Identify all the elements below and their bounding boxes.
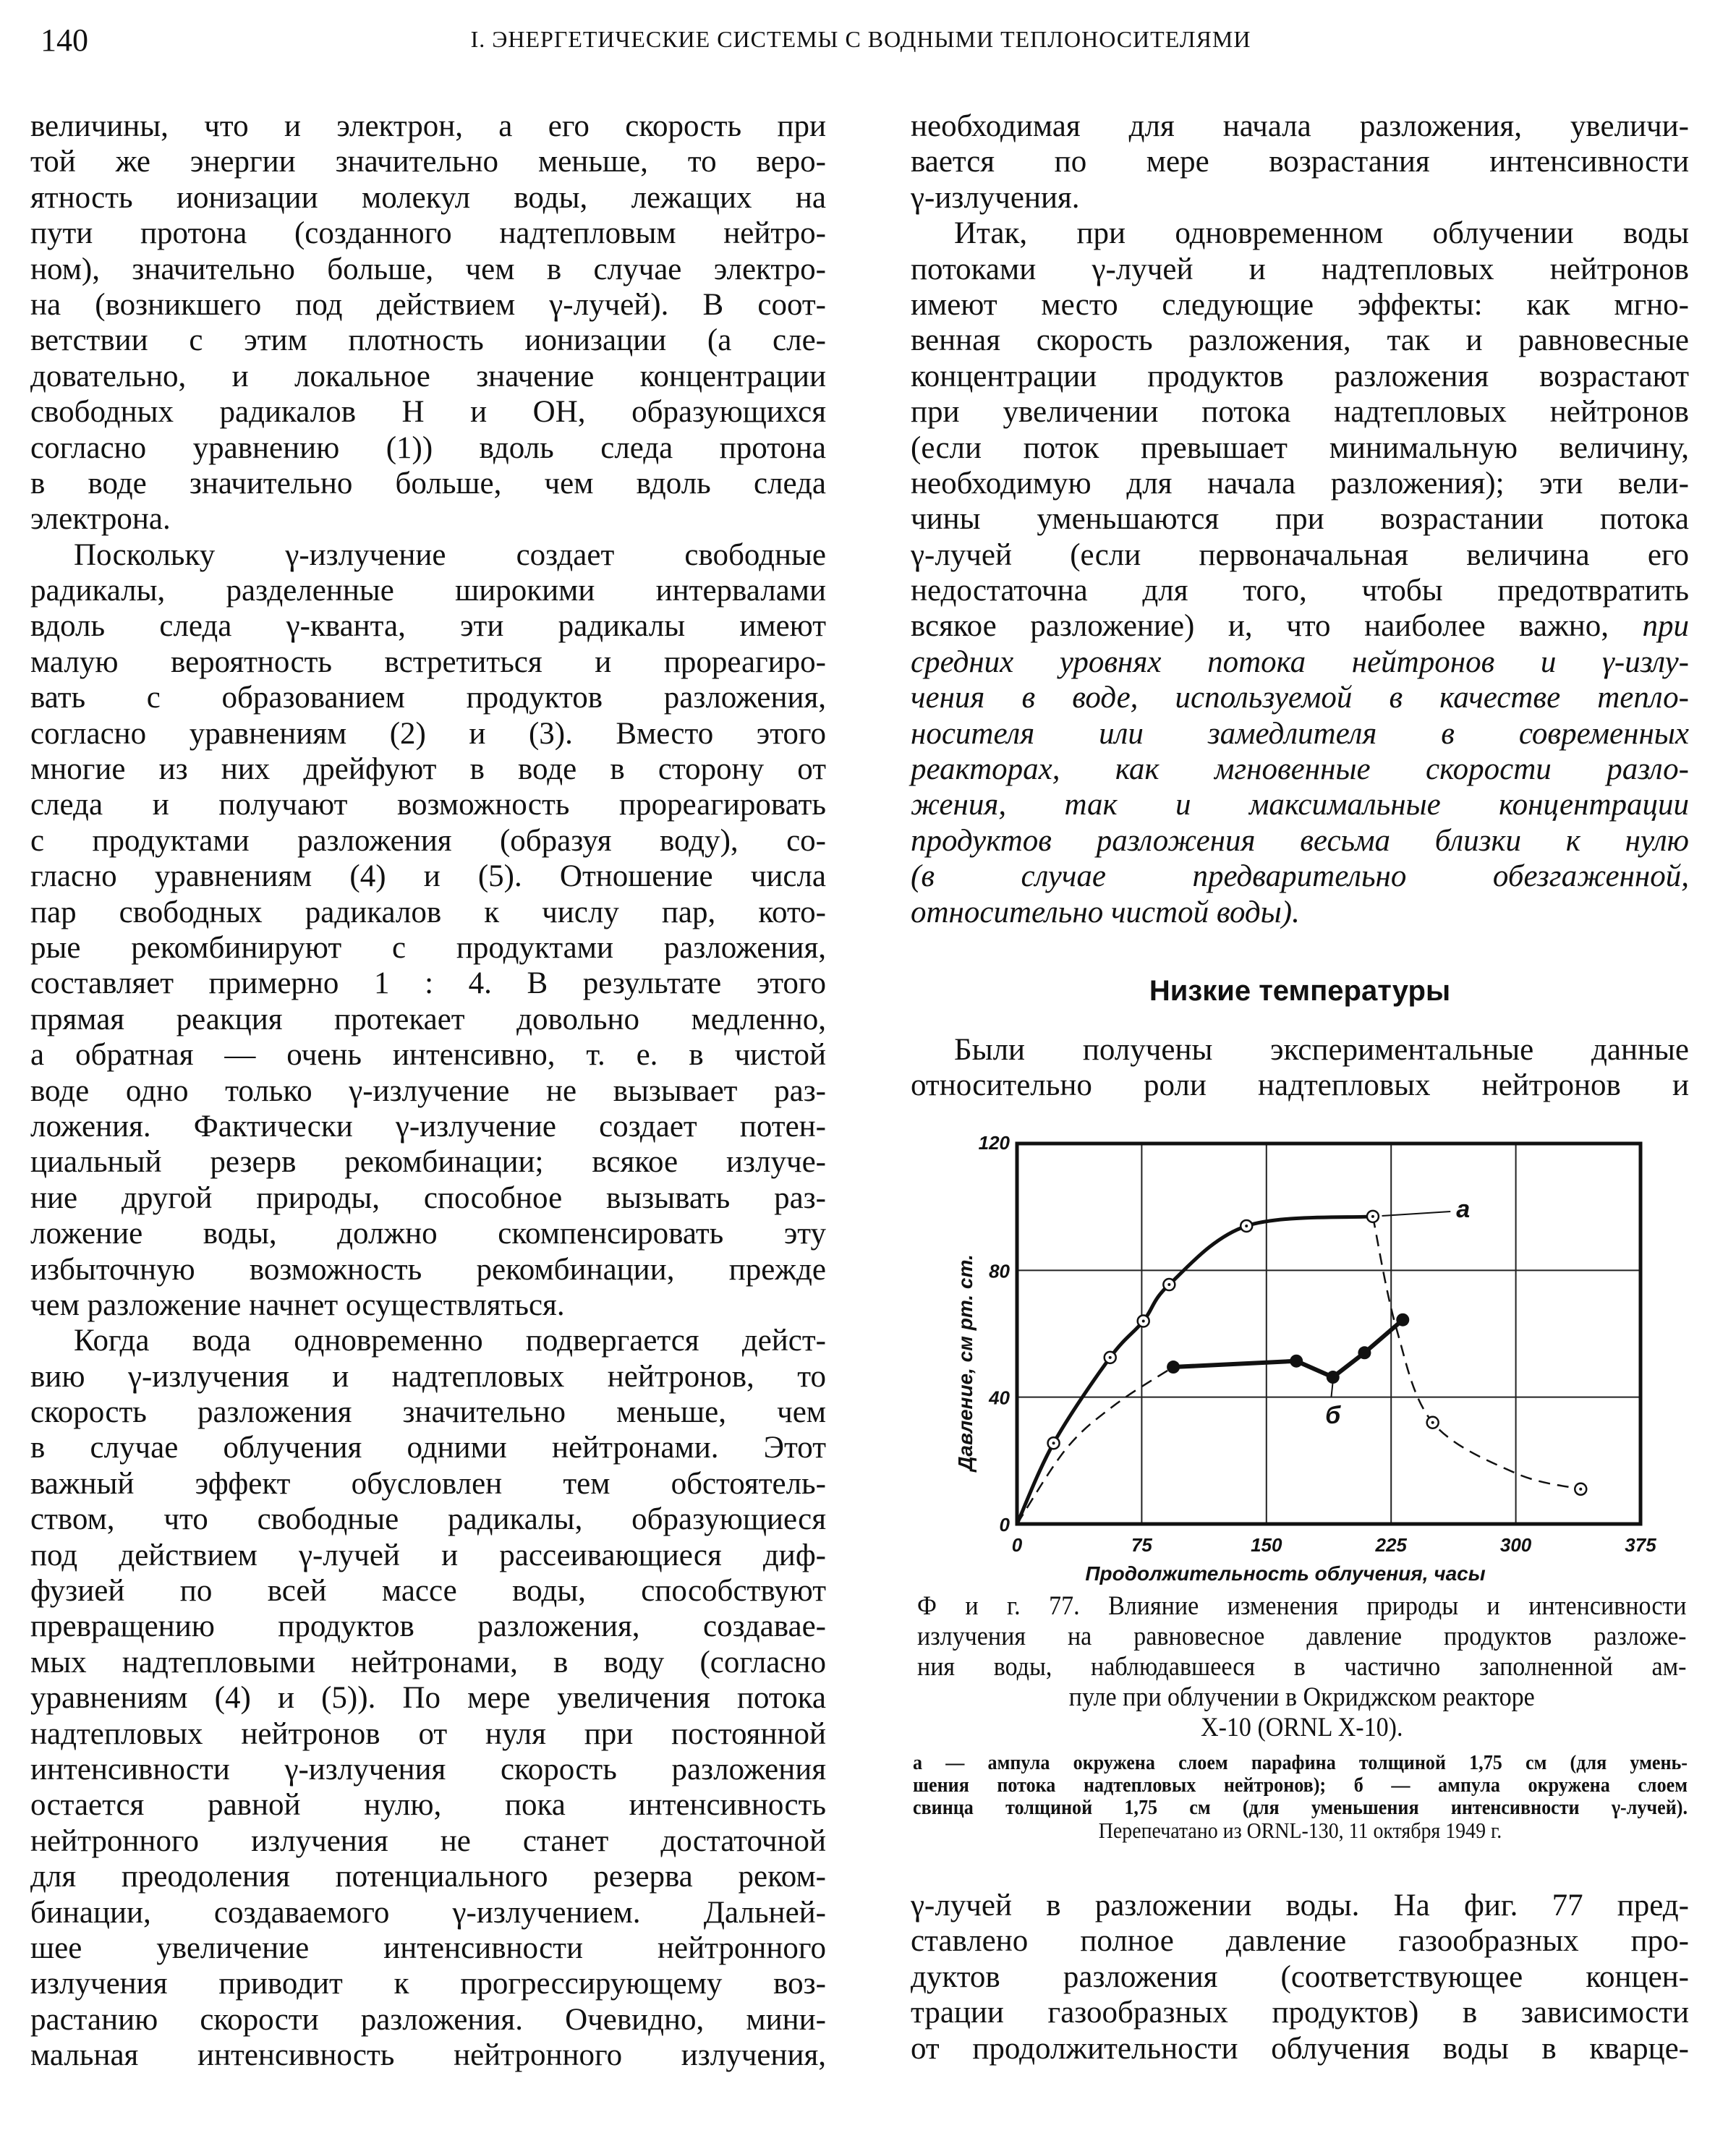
italic-text: относительно чистой воды).: [911, 895, 1300, 929]
text-line: [911, 751, 1689, 787]
text-line: пар свободных радикалов к числу пар, кото-: [30, 895, 826, 929]
text-line: Были получены экспериментальные данные: [954, 1033, 1689, 1067]
data-point-dot: [1431, 1421, 1434, 1424]
dashed-curve: [1373, 1217, 1580, 1489]
text-line: нейтронного излучения не станет достаточной: [30, 1823, 826, 1858]
figure-77-chart: [911, 1128, 1707, 1591]
text-line: превращению продуктов разложения, создавае-: [30, 1609, 826, 1644]
section-heading: Низкие температуры: [1149, 975, 1451, 1007]
text-line: ством, что свободные радикалы, образующиеся: [30, 1502, 826, 1537]
figure-notes: [913, 1752, 1688, 1841]
text-segment: всякое разложение) и, что наиболее важно,: [911, 609, 1643, 644]
series-label: б: [1325, 1401, 1341, 1429]
text-line: [911, 608, 1689, 644]
caption-line: ния воды, наблюдавшееся в частично заполненной ам-: [917, 1652, 1687, 1682]
italic-text: продуктов разложения весьма близки к нулю: [911, 823, 1689, 858]
y-axis-label: Давление, см рт. ст.: [954, 1254, 977, 1471]
text-line: дуктов разложения (соответствующее концен-: [911, 1959, 1689, 1994]
text-line: γ-лучей (если первоначальная величина его: [911, 537, 1689, 572]
page-number: 140: [41, 22, 88, 58]
text-line: Поскольку γ-излучение создает свободные: [74, 537, 826, 572]
text-line: свободных радикалов H и OH, образующихся: [30, 395, 826, 430]
text-line: рые рекомбинируют с продуктами разложения,: [30, 930, 826, 965]
italic-text: средних уровнях потока нейтронов и γ-излу-: [911, 644, 1689, 679]
caption-line: пуле при облучении в Окриджском реакторе: [1068, 1682, 1535, 1712]
y-tick-label: 40: [989, 1387, 1010, 1409]
data-point: [1167, 1361, 1180, 1374]
italic-text: при: [1642, 609, 1689, 644]
text-line: с продуктами разложения (образуя воду), со-: [30, 823, 826, 858]
text-line: скорость разложения значительно меньше, чем: [30, 1395, 826, 1430]
text-line: малую вероятность встретиться и прореагиро-: [30, 644, 826, 679]
text-line: многие из них дрейфуют в воде в сторону от: [30, 752, 826, 787]
text-line: трации газообразных продуктов) в зависимости: [911, 1996, 1689, 2030]
text-line: имеют место следующие эффекты: как мгно-: [911, 287, 1689, 322]
dashed-curve: [1017, 1367, 1173, 1524]
label-leader: [1331, 1381, 1332, 1397]
text-line: потоками γ-лучей и надтепловых нейтронов: [911, 252, 1689, 286]
text-line: следа и получают возможность прореагировать: [30, 788, 826, 822]
caption-line: Ф и г. 77. Влияние изменения природы и интенсивности: [917, 1591, 1687, 1621]
text-line: избыточную возможность рекомбинации, прежде: [30, 1252, 826, 1287]
data-point: [1290, 1355, 1303, 1368]
text-line: при увеличении потока надтепловых нейтронов: [911, 395, 1689, 430]
text-line: растанию скорости разложения. Очевидно, мини-: [30, 2002, 826, 2037]
data-point-dot: [1142, 1319, 1145, 1322]
italic-text: (в случае предварительно обезгаженной,: [911, 859, 1689, 894]
text-line: γ-лучей в разложении воды. На фиг. 77 пред-: [911, 1889, 1689, 1923]
data-point: [1358, 1346, 1371, 1359]
text-line: чины уменьшаются при возрастании потока: [911, 502, 1689, 537]
text-line: в воде значительно больше, чем вдоль следа: [30, 466, 826, 501]
text-line: ложение воды, должно скомпенсировать эту: [30, 1217, 826, 1251]
x-tick-label: 75: [1131, 1534, 1152, 1556]
series-label: а: [1456, 1196, 1471, 1224]
caption-line: шения потока надтепловых нейтронов); б — ампула окружена слоем: [913, 1774, 1688, 1797]
left-column: [30, 108, 826, 2073]
text-line: остается равной нулю, пока интенсивность: [30, 1788, 826, 1823]
text-line: прямая реакция протекает довольно медленно,: [30, 1002, 826, 1036]
y-tick-label: 0: [999, 1514, 1010, 1536]
text-line: ставлено полное давление газообразных про-: [911, 1924, 1689, 1959]
text-line: циальный резерв рекомбинации; всякое излуче-: [30, 1145, 826, 1180]
text-line: электрона.: [30, 502, 171, 537]
caption-line: излучения на равновесное давление продуктов разложе-: [917, 1622, 1687, 1651]
text-line: (если поток превышает минимальную величину,: [911, 430, 1689, 465]
x-tick-label: 0: [1011, 1534, 1023, 1556]
text-line: составляет примерно 1 : 4. В результате этого: [30, 966, 826, 1001]
text-line: Когда вода одновременно подвергается дейст-: [74, 1324, 826, 1358]
text-line: излучения приводит к прогрессирующему воз-: [30, 1967, 826, 2001]
text-line: [911, 787, 1689, 822]
text-line: Итак, при одновременном облучении воды: [954, 216, 1689, 251]
text-line: [911, 644, 1689, 680]
x-tick-label: 225: [1375, 1534, 1407, 1556]
text-line: от продолжительности облучения воды в кварце-: [911, 2031, 1689, 2066]
text-line: шее увеличение интенсивности нейтронного: [30, 1930, 826, 1965]
series-b: [1017, 1313, 1409, 1524]
text-line: для преодоления потенциального резерва реком-: [30, 1860, 826, 1894]
text-line: надтепловых нейтронов от нуля при постоянной: [30, 1716, 826, 1751]
caption-line: X-10 (ORNL X-10).: [1200, 1713, 1403, 1742]
right-column-top: [911, 108, 1689, 930]
italic-text: чения в воде, используемой в качестве тепло-: [911, 681, 1689, 715]
text-line: [911, 895, 1689, 930]
text-line: интенсивности γ-излучения скорость разложения: [30, 1752, 826, 1787]
text-line: ложения. Фактически γ-излучение создает потен-: [30, 1109, 826, 1144]
text-line: ветствии с этим плотность ионизации (а сле-: [30, 323, 826, 358]
data-point: [1396, 1313, 1409, 1327]
text-line: вдоль следа γ-кванта, эти радикалы имеют: [30, 609, 826, 644]
data-point-dot: [1579, 1488, 1582, 1491]
x-tick-label: 150: [1251, 1534, 1282, 1556]
italic-text: носителя или замедлителя в современных: [911, 716, 1689, 751]
label-leader: [1382, 1212, 1451, 1216]
text-line: вается по мере возрастания интенсивности: [911, 145, 1689, 179]
text-line: бинации, создаваемого γ-излучением. Дальней-: [30, 1895, 826, 1930]
italic-text: жения, так и максимальные концентрации: [911, 788, 1689, 822]
data-point-dot: [1109, 1356, 1112, 1359]
data-point-dot: [1052, 1442, 1055, 1444]
text-line: согласно уравнению (1)) вдоль следа протона: [30, 430, 826, 465]
text-line: на (возникшего под действием γ-лучей). В соот-: [30, 287, 826, 322]
text-line: довательно, и локальное значение концентрации: [30, 359, 826, 393]
text-line: уравнениям (4) и (5)). По мере увеличения потока: [30, 1681, 826, 1716]
text-line: [911, 680, 1689, 715]
right-column-bottom: [911, 1888, 1689, 2066]
text-line: радикалы, разделенные широкими интервалами: [30, 574, 826, 608]
data-point-dot: [1167, 1283, 1170, 1286]
text-line: мальная интенсивность нейтронного излучения,: [30, 2038, 826, 2073]
text-line: концентрации продуктов разложения возрастают: [911, 359, 1689, 393]
text-line: вию γ-излучения и надтепловых нейтронов, то: [30, 1359, 826, 1394]
text-line: необходимая для начала разложения, увеличи-: [911, 109, 1689, 143]
data-point-dot: [1371, 1215, 1374, 1218]
text-line: той же энергии значительно меньше, то веро-: [30, 145, 826, 179]
text-line: венная скорость разложения, так и равновесные: [911, 323, 1689, 358]
x-tick-label: 300: [1499, 1534, 1532, 1556]
text-line: мых надтепловыми нейтронами, в воду (согласно: [30, 1645, 826, 1679]
text-line: недостаточна для того, чтобы предотвратить: [911, 574, 1689, 608]
text-line: ном), значительно больше, чем в случае электро-: [30, 252, 826, 286]
y-tick-label: 120: [978, 1132, 1010, 1154]
italic-text: реакторах, как мгновенные скорости разло-: [911, 752, 1689, 787]
text-line: важный эффект обусловлен тем обстоятель-: [30, 1466, 826, 1501]
text-line: чем разложение начнет осуществляться.: [30, 1287, 565, 1322]
text-line: необходимую для начала разложения); эти вели-: [911, 466, 1689, 501]
text-line: γ-излучения.: [911, 180, 1080, 215]
text-line: пути протона (созданного надтепловым нейтро-: [30, 216, 826, 251]
text-line: ние другой природы, способное вызывать раз-: [30, 1180, 826, 1215]
caption-line: свинца толщиной 1,75 см (для уменьшения интенсивности γ-лучей).: [913, 1796, 1688, 1819]
text-line: ятность ионизации молекул воды, лежащих на: [30, 180, 826, 215]
text-line: гласно уравнениям (4) и (5). Отношение числа: [30, 859, 826, 894]
text-line: величины, что и электрон, а его скорость при: [30, 109, 826, 143]
text-line: согласно уравнениям (2) и (3). Вместо этого: [30, 716, 826, 751]
running-title: I. ЭНЕРГЕТИЧЕСКИЕ СИСТЕМЫ С ВОДНЫМИ ТЕПЛОНОСИТЕЛЯМИ: [470, 26, 1251, 52]
caption-line: а — ампула окружена слоем парафина толщиной 1,75 см (для умень-: [913, 1751, 1688, 1774]
text-line: [911, 823, 1689, 859]
text-line: воде одно только γ-излучение не вызывает раз-: [30, 1073, 826, 1108]
data-point-dot: [1245, 1225, 1248, 1227]
text-line: [911, 859, 1689, 894]
text-line: вать с образованием продуктов разложения,: [30, 681, 826, 715]
caption-line: Перепечатано из ORNL-130, 11 октября 1949 г.: [1098, 1818, 1502, 1843]
text-line: а обратная — очень интенсивно, т. е. в чистой: [30, 1038, 826, 1073]
text-line: фузией по всей массе воды, способствуют: [30, 1574, 826, 1609]
text-line: [911, 716, 1689, 751]
plot-frame: [1017, 1144, 1641, 1524]
x-tick-label: 375: [1625, 1534, 1656, 1556]
y-tick-label: 80: [989, 1260, 1010, 1282]
figure-caption: [917, 1591, 1687, 1743]
text-line: под действием γ-лучей и рассеивающиеся диф-: [30, 1538, 826, 1572]
text-line: в случае облучения одними нейтронами. Этот: [30, 1431, 826, 1465]
x-axis-label: Продолжительность облучения, часы: [1085, 1562, 1486, 1585]
text-line: относительно роли надтепловых нейтронов и: [911, 1068, 1689, 1103]
right-column-mid: [911, 1032, 1689, 1104]
